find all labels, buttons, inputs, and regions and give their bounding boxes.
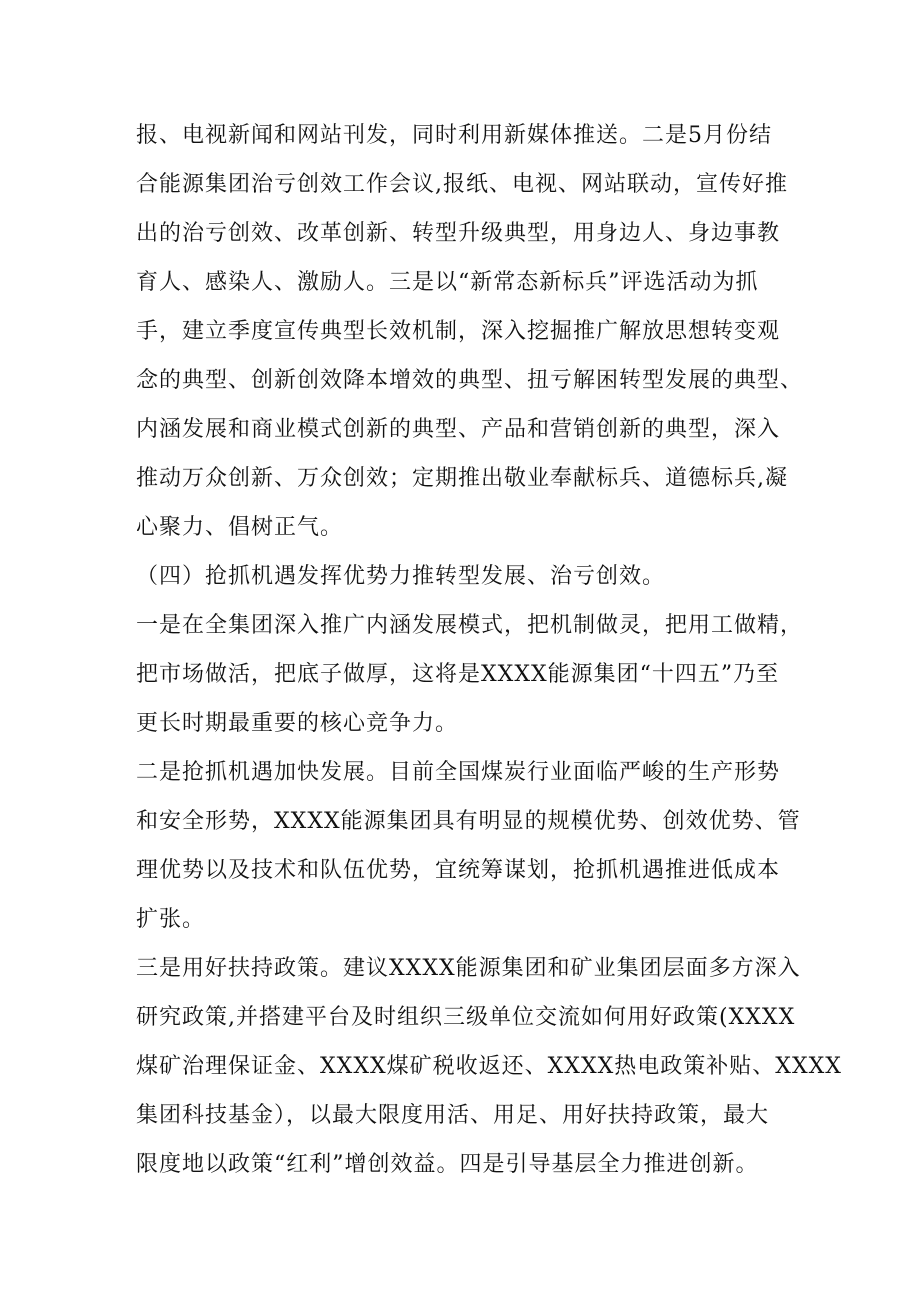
text-line: 念的典型、创新创效降本增效的典型、扭亏解困转型发展的典型、 (136, 368, 804, 393)
text-line: 限度地以政策“红利”增创效益。四是引导基层全力推进创新。 (136, 1152, 759, 1177)
text-line: 推动万众创新、万众创效；定期推出敬业奉献标兵、道德标兵,凝 (136, 466, 788, 491)
section-heading: （四）抢抓机遇发挥优势力推转型发展、治亏创效。 (136, 564, 666, 589)
text-line: 理优势以及技术和队伍优势，宜统筹谋划，抢抓机遇推进低成本 (136, 858, 781, 883)
text-line: 集团科技基金），以最大限度用活、用足、用好扶持政策，最大 (136, 1103, 770, 1128)
text-line: 煤矿治理保证金、XXXX煤矿税收返还、XXXX热电政策补贴、XXXX (136, 1054, 842, 1079)
text-line: 出的治亏创效、改革创新、转型升级典型，用身边人、身边事教 (136, 221, 781, 246)
text-line: 二是抢抓机遇加快发展。目前全国煤炭行业面临严峻的生产形势 (136, 760, 781, 785)
text-line: 报、电视新闻和网站刊发，同时利用新媒体推送。二是5月份结 (136, 123, 772, 148)
text-line: 更长时期最重要的核心竞争力。 (136, 711, 459, 736)
text-line: 心聚力、倡树正气。 (136, 515, 344, 540)
text-line: 育人、感染人、激励人。三是以“新常态新标兵”评选活动为抓 (136, 270, 759, 295)
text-line: 三是用好扶持政策。建议XXXX能源集团和矿业集团层面多方深入 (136, 956, 801, 981)
text-line: 手，建立季度宣传典型长效机制，深入挖掘推广解放思想转变观 (136, 319, 781, 344)
body-text (136, 111, 842, 1189)
text-line: 把市场做活，把底子做厚，这将是XXXX能源集团“十四五”乃至 (136, 662, 780, 687)
text-line: 一是在全集团深入推广内涵发展模式，把机制做灵，把用工做精， (136, 613, 804, 638)
text-line: 扩张。 (136, 907, 206, 932)
text-line: 和安全形势，XXXX能源集团具有明显的规模优势、创效优势、管 (136, 809, 801, 834)
text-line: 合能源集团治亏创效工作会议,报纸、电视、网站联动，宣传好推 (136, 172, 788, 197)
text-line: 研究政策,并搭建平台及时组织三级单位交流如何用好政策(XXXX (136, 1005, 796, 1030)
text-line: 内涵发展和商业模式创新的典型、产品和营销创新的典型，深入 (136, 417, 781, 442)
